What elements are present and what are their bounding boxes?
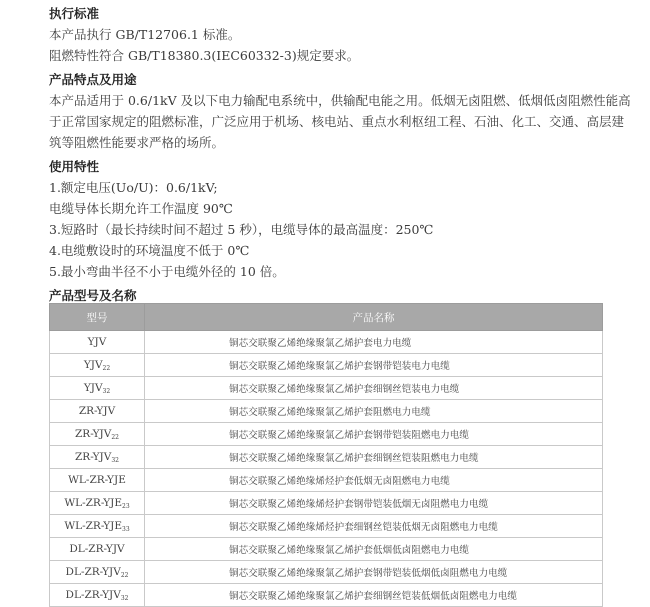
model-code: DL-ZR-YJV [65,588,121,601]
product-name-cell: 铜芯交联聚乙烯绝缘聚氯乙烯护套阻燃电力电缆 [145,400,603,423]
table-row [50,446,603,469]
product-name-cell: 铜芯交联聚乙烯绝缘聚氯乙烯护套细钢丝铠装低烟低卤阻燃电力电缆 [145,584,603,607]
standard-line-1: 本产品执行 GB/T12706.1 标准。 [49,27,241,42]
model-cell [50,377,145,400]
features-heading: 产品特点及用途 [49,72,137,87]
product-name-cell: 铜芯交联聚乙烯绝缘烯烃护套细钢丝铠装低烟无卤阻燃电力电缆 [145,515,603,538]
usage-line-4: 4.电缆敷设时的环境温度不低于 0℃ [49,243,250,258]
model-code: DL-ZR-YJV [65,565,121,578]
table-row [50,331,603,354]
standard-line-2: 阻燃特性符合 GB/T18380.3(IEC60332-3)规定要求。 [49,48,360,63]
features-line-3: 筑等阻燃性能要求严格的场所。 [49,135,225,150]
table-row [50,469,603,492]
table-row [50,492,603,515]
model-subscript: 32 [111,456,119,464]
table-row [50,561,603,584]
standard-heading: 执行标准 [49,6,100,21]
table-row [50,377,603,400]
product-name-cell: 铜芯交联聚乙烯绝缘聚氯乙烯护套细钢丝铠装阻燃电力电缆 [145,446,603,469]
model-cell [50,561,145,584]
product-name-cell: 铜芯交联聚乙烯绝缘聚氯乙烯护套低烟低卤阻燃电力电缆 [145,538,603,561]
model-subscript: 22 [120,571,129,579]
model-code: DL-ZR-YJV [69,543,125,555]
product-name-cell: 铜芯交联聚乙烯绝缘烯烃护套低烟无卤阻燃电力电缆 [145,469,603,492]
model-cell [50,400,145,423]
model-cell [50,538,145,561]
usage-line-3: 3.短路时（最长持续时间不超过 5 秒），电缆导体的最高温度：250℃ [49,222,434,237]
table-header-row [50,304,603,331]
model-cell [50,469,145,492]
model-cell [50,354,145,377]
model-subscript: 22 [102,364,111,372]
model-subscript: 32 [120,594,129,602]
model-code: ZR-YJV [78,405,116,417]
table-body [50,331,603,607]
model-subscript: 23 [122,502,130,510]
product-name-cell: 铜芯交联聚乙烯绝缘聚氯乙烯护套钢带铠装阻燃电力电缆 [145,423,603,446]
model-cell [50,446,145,469]
table-row [50,515,603,538]
model-code: YJV [87,336,107,348]
model-subscript: 32 [102,387,111,395]
model-code: YJV [83,381,103,394]
header-model: 型号 [50,304,145,331]
table-row [50,538,603,561]
model-cell [50,331,145,354]
model-subscript: 22 [111,433,119,441]
usage-line-2: 电缆导体长期允许工作温度 90℃ [49,201,233,216]
model-subscript: 33 [122,525,130,533]
model-cell [50,584,145,607]
product-name-cell: 铜芯交联聚乙烯绝缘聚氯乙烯护套钢带铠装低烟低卤阻燃电力电缆 [145,561,603,584]
header-product-name: 产品名称 [145,304,603,331]
model-code: YJV [83,358,103,371]
models-heading: 产品型号及名称 [49,288,137,303]
model-code: WL-ZR-YJE [64,496,123,509]
features-paragraph [49,90,634,153]
table-row [50,354,603,377]
product-name-cell: 铜芯交联聚乙烯绝缘聚氯乙烯护套钢带铠装电力电缆 [145,354,603,377]
product-name-cell: 铜芯交联聚乙烯绝缘聚氯乙烯护套电力电缆 [145,331,603,354]
model-cell [50,492,145,515]
product-table [49,303,603,607]
features-line-2: 于正常国家规定的阻燃标准，广泛应用于机场、核电站、重点水利枢纽工程、石油、化工、交通、高层建 [49,114,625,129]
usage-line-1: 1.额定电压(Uo/U)：0.6/1kV; [49,180,218,195]
model-code: ZR-YJV [75,427,112,440]
table-row [50,400,603,423]
table-row [50,584,603,607]
product-name-cell: 铜芯交联聚乙烯绝缘聚氯乙烯护套细钢丝铠装电力电缆 [145,377,603,400]
model-cell [50,423,145,446]
model-code: ZR-YJV [75,450,112,463]
document-body [49,0,645,306]
table-row [50,423,603,446]
usage-line-5: 5.最小弯曲半径不小于电缆外径的 10 倍。 [49,264,285,279]
model-cell [50,515,145,538]
product-name-cell: 铜芯交联聚乙烯绝缘烯烃护套钢带铠装低烟无卤阻燃电力电缆 [145,492,603,515]
model-code: WL-ZR-YJE [64,519,123,532]
features-line-1: 本产品适用于 0.6/1kV 及以下电力输配电系统中，供输配电能之用。低烟无卤阻燃、低烟低卤阻燃性能高 [49,93,631,108]
usage-heading: 使用特性 [49,159,100,174]
model-code: WL-ZR-YJE [68,474,126,486]
